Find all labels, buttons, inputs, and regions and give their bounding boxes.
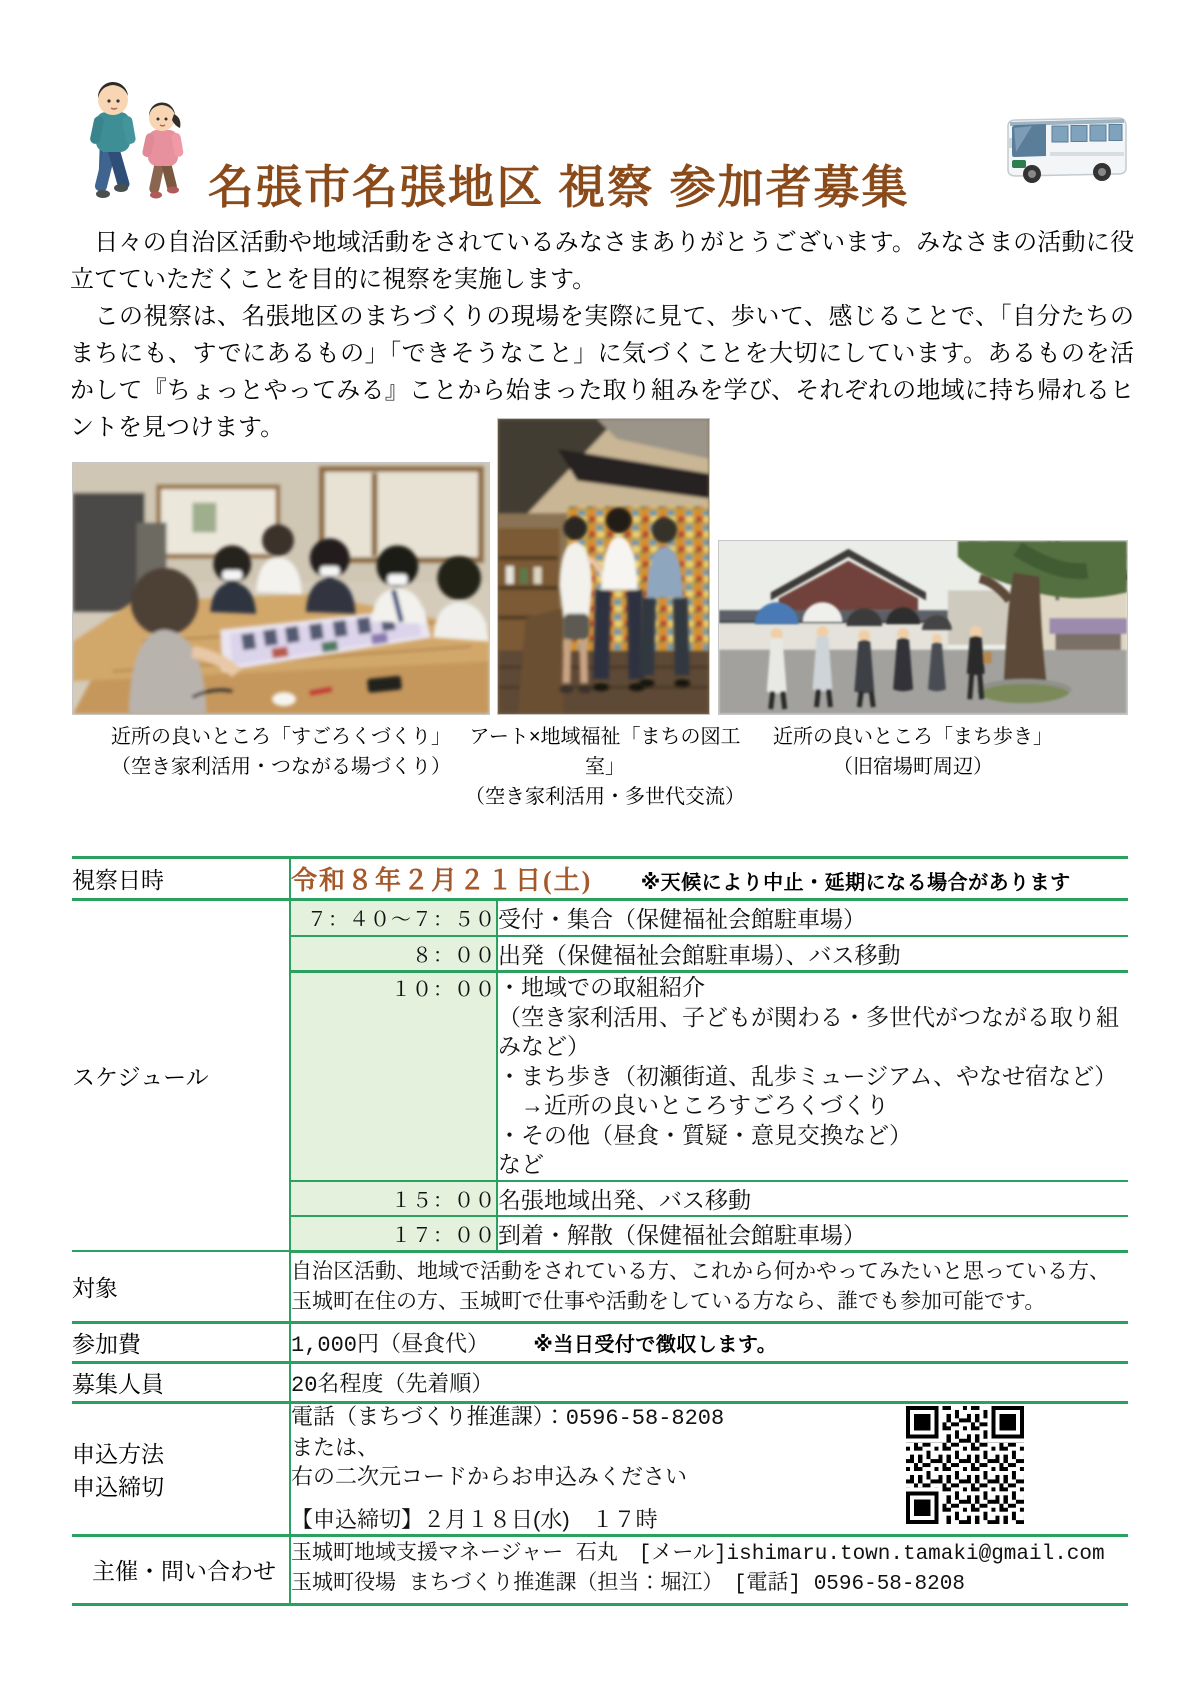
apply-label-line: 申込方法 bbox=[72, 1440, 164, 1467]
capacity-label: 募集人員 bbox=[72, 1362, 290, 1402]
schedule-time: １０：００ bbox=[290, 972, 497, 1181]
schedule-desc: 到着・解散（保健福祉会館駐車場） bbox=[497, 1216, 1128, 1252]
caption-line: （空き家利活用・多世代交流） bbox=[465, 786, 745, 808]
row-organizer bbox=[72, 1535, 1128, 1604]
inspection-date: 令和８年２月２１日(土) bbox=[291, 866, 593, 895]
photo-sugoroku bbox=[72, 462, 490, 715]
apply-or-line: または、 bbox=[291, 1434, 380, 1460]
bus-icon bbox=[1002, 112, 1132, 190]
apply-label-line: 申込締切 bbox=[72, 1473, 164, 1500]
intro-paragraph-1: 日々の自治区活動や地域活動をされているみなさまありがとうございます。みなさまの活動に役立てていただくことを目的に視察を実施します。 bbox=[70, 229, 1134, 293]
photo-caption-sugoroku bbox=[81, 722, 481, 782]
datetime-label: 視察日時 bbox=[72, 858, 290, 900]
caption-line: （旧宿場町周辺） bbox=[833, 756, 993, 778]
schedule-line: →近所の良いところすごろくづくり bbox=[498, 1092, 889, 1118]
organizer-office-line: 玉城町役場 まちづくり推進課（担当：堀江） [電話] 0596-58-8208 bbox=[291, 1572, 965, 1596]
caption-line: 近所の良いところ「まち歩き」 bbox=[773, 726, 1053, 748]
target-value-cell bbox=[290, 1251, 1128, 1322]
schedule-line: （空き家利活用、子どもが関わる・多世代がつながる取り組みなど） bbox=[498, 1003, 1119, 1059]
photo-zukoshitsu bbox=[497, 418, 710, 715]
schedule-desc-multiline bbox=[497, 972, 1128, 1181]
schedule-line: など bbox=[498, 1151, 544, 1177]
photo-caption-machiaruki bbox=[758, 722, 1068, 782]
fee-note: ※当日受付で徴収します。 bbox=[533, 1333, 778, 1356]
photos-section bbox=[0, 400, 1200, 810]
info-table bbox=[72, 856, 1128, 1606]
caption-line: （空き家利活用・つながる場づくり） bbox=[111, 756, 451, 778]
info-table-section bbox=[72, 856, 1128, 1606]
target-value: 自治区活動、地域で活動をされている方、これから何かやってみたいと思っている方、玉城町在住の方、玉城町で仕事や活動をしている方なら、誰でも参加可能です。 bbox=[291, 1259, 1111, 1313]
schedule-label: スケジュール bbox=[72, 900, 290, 1252]
schedule-line: ・まち歩き（初瀬街道、乱歩ミュージアム、やなせ宿など） bbox=[498, 1062, 1118, 1089]
apply-qr-line: 右の二次元コードからお申込みください bbox=[291, 1463, 688, 1489]
caption-line: アート×地域福祉「まちの図工室」 bbox=[469, 726, 741, 778]
fee-label: 参加費 bbox=[72, 1322, 290, 1362]
row-schedule-reception bbox=[72, 900, 1128, 936]
weather-note: ※天候により中止・延期になる場合があります bbox=[640, 872, 1071, 894]
fee-value: 1,000円（昼食代） bbox=[291, 1332, 490, 1358]
walking-couple-icon bbox=[76, 78, 200, 202]
schedule-desc: 出発（保健福祉会館駐車場）、バス移動 bbox=[497, 936, 1128, 972]
apply-phone-line: 電話（まちづくり推進課）：0596-58-8208 bbox=[291, 1405, 725, 1431]
schedule-line: ・地域での取組紹介 bbox=[498, 974, 705, 1000]
caption-line: 近所の良いところ「すごろくづくり」 bbox=[111, 726, 451, 748]
row-apply bbox=[72, 1402, 1128, 1535]
apply-cell bbox=[290, 1402, 1128, 1535]
target-label: 対象 bbox=[72, 1251, 290, 1322]
organizer-label: 主催・問い合わせ bbox=[72, 1535, 290, 1604]
row-datetime bbox=[72, 858, 1128, 900]
schedule-time: １５：００ bbox=[290, 1181, 497, 1216]
page-title: 名張市名張地区 視察 参加者募集 bbox=[208, 160, 910, 213]
apply-label bbox=[72, 1402, 290, 1535]
capacity-value: 20名程度（先着順） bbox=[291, 1372, 494, 1398]
photo-caption-zukoshitsu bbox=[455, 722, 755, 812]
photo-machiaruki bbox=[718, 540, 1128, 715]
organizer-cell bbox=[290, 1535, 1128, 1604]
schedule-desc: 名張地域出発、バス移動 bbox=[497, 1181, 1128, 1216]
datetime-value-cell bbox=[290, 858, 1128, 900]
organizer-contact-line: 玉城町地域支援マネージャー 石丸 [メール]ishimaru.town.tamaki@gmail.com bbox=[291, 1542, 1105, 1566]
schedule-time: １７：００ bbox=[290, 1216, 497, 1252]
fee-value-cell bbox=[290, 1322, 1128, 1362]
row-target bbox=[72, 1251, 1128, 1322]
schedule-time: ８：００ bbox=[290, 936, 497, 972]
capacity-value-cell bbox=[290, 1362, 1128, 1402]
intro-paragraph-2: この視察は、名張地区のまちづくりの現場を実際に見て、歩いて、感じることで、「自分たちのまちにも、すでにあるもの」「できそうなこと」に気づくことを大切にしています。あるものを活かして『ちょっとやってみる』ことから始まった取り組みを学び、それぞれの地域に持ち帰れるヒントを見つけます。 bbox=[70, 303, 1134, 441]
row-fee bbox=[72, 1322, 1128, 1362]
schedule-desc: 受付・集合（保健福祉会館駐車場） bbox=[497, 900, 1128, 936]
apply-deadline: 【申込締切】２月１８日(水) １７時 bbox=[291, 1506, 658, 1532]
schedule-time: ７：４０～７：５０ bbox=[290, 900, 497, 936]
qr-code bbox=[906, 1406, 1024, 1524]
schedule-line: ・その他（昼食・質疑・意見交換など） bbox=[498, 1121, 912, 1148]
row-capacity bbox=[72, 1362, 1128, 1402]
